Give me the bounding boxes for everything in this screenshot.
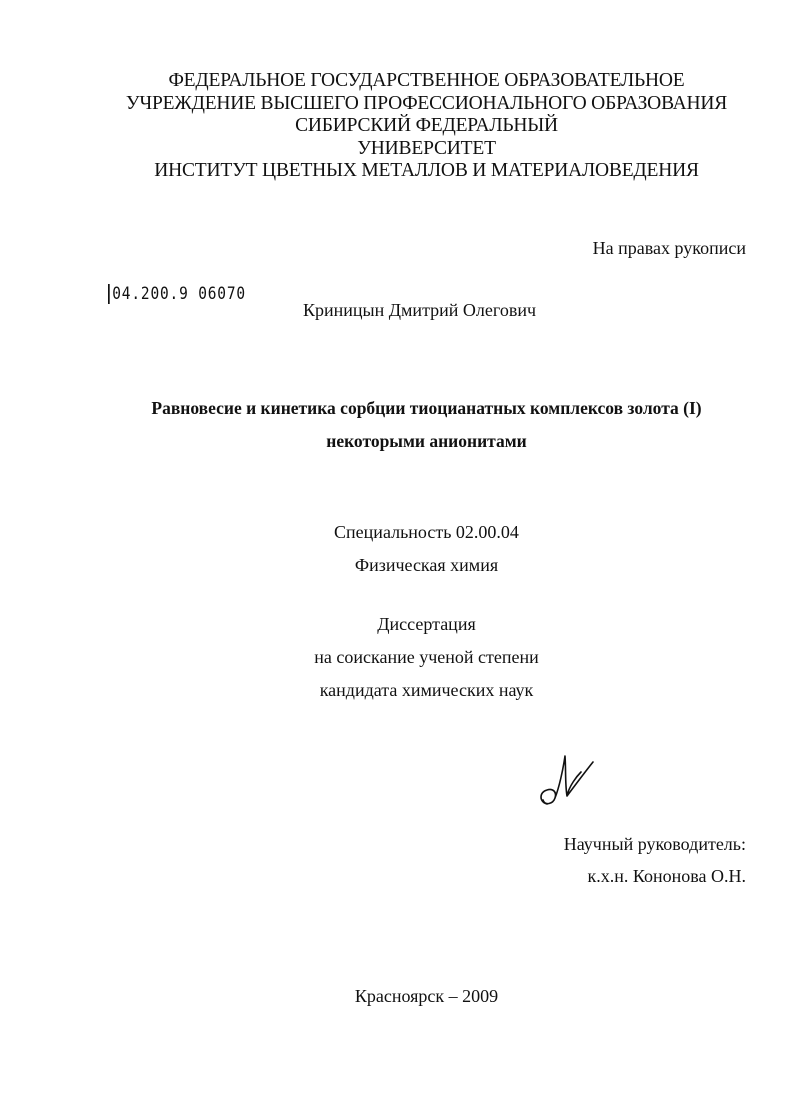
supervisor-block: [564, 828, 746, 892]
supervisor-label: Научный руководитель:: [563, 834, 746, 854]
degree-line: на соискание ученой степени: [314, 647, 539, 667]
city-year: Красноярск – 2009: [354, 986, 499, 1006]
author-name: Криницын Дмитрий Олегович: [303, 300, 537, 320]
specialty-code: Специальность 02.00.04: [334, 522, 519, 542]
institution-line: ФЕДЕРАЛЬНОЕ ГОСУДАРСТВЕННОЕ ОБРАЗОВАТЕЛЬНОЕ: [168, 70, 685, 91]
title-line: Равновесие и кинетика сорбции тиоцианатных комплексов золота (I): [151, 398, 702, 418]
dissertation-title: [60, 392, 793, 458]
institution-header: [0, 70, 793, 183]
title-line: некоторыми анионитами: [326, 431, 527, 451]
specialty-block: [60, 516, 793, 582]
archive-stamp-code: 04.200.9 06070: [108, 284, 246, 304]
degree-line: Диссертация: [377, 614, 476, 634]
supervisor-name: к.х.н. Кононова О.Н.: [587, 866, 746, 886]
institution-line: ИНСТИТУТ ЦВЕТНЫХ МЕТАЛЛОВ И МАТЕРИАЛОВЕДЕНИЯ: [154, 160, 699, 181]
institution-line: УЧРЕЖДЕНИЕ ВЫСШЕГО ПРОФЕССИОНАЛЬНОГО ОБРАЗОВАНИЯ: [125, 92, 728, 114]
rights-note: На правах рукописи: [592, 238, 746, 258]
degree-line: кандидата химических наук: [319, 680, 534, 700]
signature-icon: [533, 752, 599, 808]
specialty-name: Физическая химия: [354, 555, 499, 575]
institution-line: СИБИРСКИЙ ФЕДЕРАЛЬНЫЙ: [295, 115, 558, 136]
degree-block: [60, 608, 793, 707]
institution-line: УНИВЕРСИТЕТ: [357, 137, 496, 159]
